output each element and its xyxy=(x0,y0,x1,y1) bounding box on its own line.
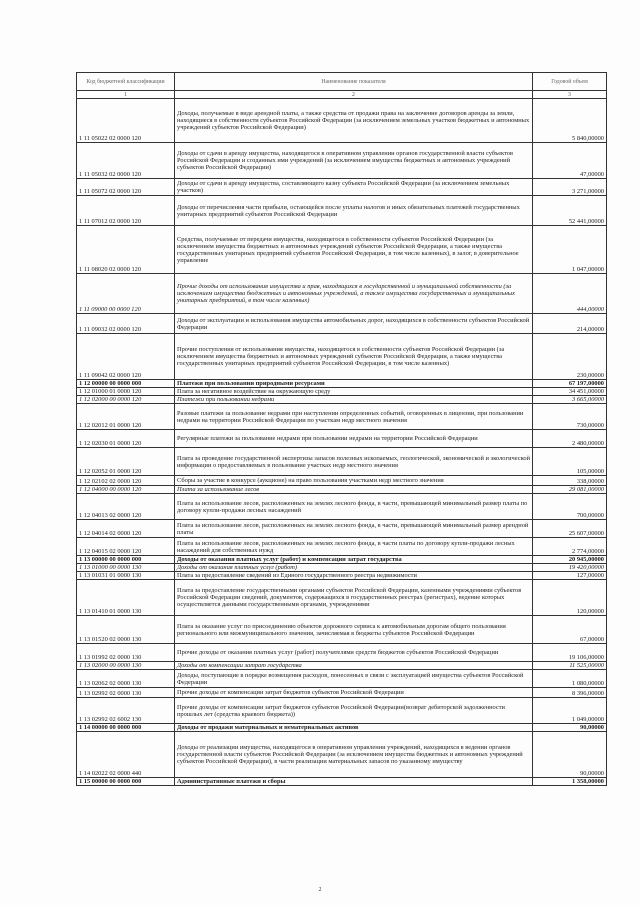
row-name: Плата за использование лесов, расположенных на землях лесного фонда, в части, превышающей минимальный размер платы по договору купли-продажи лесных насаждений xyxy=(175,494,533,520)
row-code: 1 13 02000 00 0000 130 xyxy=(77,662,175,670)
table-row xyxy=(77,494,607,520)
row-code: 1 12 04000 00 0000 120 xyxy=(77,486,175,494)
row-code: 1 13 01000 00 0000 130 xyxy=(77,564,175,572)
row-code: 1 13 01520 02 0000 130 xyxy=(77,616,175,644)
table-row xyxy=(77,732,607,778)
header-amount: Годовой объем xyxy=(533,73,607,91)
row-amount: 730,00000 xyxy=(533,404,607,430)
table-row xyxy=(77,538,607,556)
row-name: Доходы от сдачи в аренду имущества, составляющего казну субъекта Российской Федерации (за исключением земельных участков) xyxy=(175,179,533,196)
row-code: 1 11 05032 02 0000 120 xyxy=(77,143,175,179)
row-amount: 105,00000 xyxy=(533,448,607,476)
row-name: Прочие доходы от оказания платных услуг (работ) получателями средств бюджетов субъектов Российской Федерации xyxy=(175,644,533,662)
row-amount: 1 049,00000 xyxy=(533,698,607,724)
row-amount: 127,00000 xyxy=(533,572,607,580)
row-name: Плата за негативное воздействие на окружающую среду xyxy=(175,388,533,396)
row-code: 1 12 04014 02 0000 120 xyxy=(77,520,175,538)
row-name: Сборы за участие в конкурсе (аукционе) на право пользования участками недр местного значения xyxy=(175,476,533,486)
column-number: 1 xyxy=(77,91,175,99)
row-amount: 34 451,00000 xyxy=(533,388,607,396)
row-name: Платежи при пользовании природными ресурсами xyxy=(175,380,533,388)
row-amount: 1 080,00000 xyxy=(533,670,607,688)
row-amount: 338,00000 xyxy=(533,476,607,486)
row-name: Плата за оказание услуг по присоединению объектов дорожного сервиса к автомобильным дорогам общего пользования регионального или межмуниципального значения, зачисляемая в бюджеты субъектов Российской Федерации xyxy=(175,616,533,644)
row-code: 1 12 00000 00 0000 000 xyxy=(77,380,175,388)
row-name: Регулярные платежи за пользование недрами при пользовании недрами на территории Российской Федерации xyxy=(175,430,533,448)
row-code: 1 12 02030 01 0000 120 xyxy=(77,430,175,448)
row-amount: 47,00000 xyxy=(533,143,607,179)
table-row xyxy=(77,196,607,226)
table-row xyxy=(77,778,607,786)
row-name: Средства, получаемые от передачи имущества, находящегося в собственности субъектов Российской Федерации (за исключением имущества бюджетных и автономных учреждений субъектов Российской Федерации, а также имущества государственных унитарных предприятий субъектов Российской Федерации, в том числе казенных), в залог, в доверительное управление xyxy=(175,226,533,274)
row-amount: 67,00000 xyxy=(533,616,607,644)
table-row xyxy=(77,226,607,274)
row-amount: 3 271,00000 xyxy=(533,179,607,196)
table-row xyxy=(77,314,607,334)
header-name: Наименование показателя xyxy=(175,73,533,91)
row-amount: 444,00000 xyxy=(533,274,607,314)
row-name: Плата за использование лесов xyxy=(175,486,533,494)
row-code: 1 11 05022 02 0000 120 xyxy=(77,99,175,143)
table-row xyxy=(77,580,607,616)
row-code: 1 13 00000 00 0000 000 xyxy=(77,556,175,564)
row-name: Доходы от продажи материальных и нематериальных активов xyxy=(175,724,533,732)
row-amount: 1 047,00000 xyxy=(533,226,607,274)
table-row xyxy=(77,143,607,179)
table-row xyxy=(77,556,607,564)
page-number: 2 xyxy=(318,887,322,893)
row-code: 1 14 00000 00 0000 000 xyxy=(77,724,175,732)
column-number: 3 xyxy=(533,91,607,99)
row-amount: 90,00000 xyxy=(533,732,607,778)
row-name: Доходы от реализации имущества, находящегося в оперативном управлении учреждений, находящихся в ведении органов государственной власти субъектов Российской Федерации (за исключением имущества бюджетных и автономных учреждений субъектов Российской Федерации), в части реализации материальных запасов по указанному имуществу xyxy=(175,732,533,778)
table-row xyxy=(77,670,607,688)
row-name: Доходы, получаемые в виде арендной платы, а также средства от продажи права на заключение договоров аренды за земли, находящиеся в собственности субъектов Российской Федерации (за исключением земельных участков бюджетных и автономных учреждений субъектов Российской Федерации) xyxy=(175,99,533,143)
row-code: 1 15 00000 00 0000 000 xyxy=(77,778,175,786)
row-code: 1 12 02012 01 0000 120 xyxy=(77,404,175,430)
row-amount: 8 396,00000 xyxy=(533,688,607,698)
column-number: 2 xyxy=(175,91,533,99)
row-code: 1 11 05072 02 0000 120 xyxy=(77,179,175,196)
table-row xyxy=(77,564,607,572)
table-row xyxy=(77,274,607,314)
row-code: 1 13 02992 02 6002 130 xyxy=(77,698,175,724)
header-code: Код бюджетной классификации xyxy=(77,73,175,91)
row-name: Прочие поступления от использования имущества, находящегося в собственности субъектов Российской Федерации (за исключением имущества бюджетных и автономных учреждений субъектов Российской Федерации, а также имущества государственных унитарных предприятий субъектов Российской Федерации, в том числе казенных) xyxy=(175,334,533,380)
row-name: Плата за использование лесов, расположенных на землях лесного фонда, в части, превышающей минимальный размер арендной платы xyxy=(175,520,533,538)
table-row xyxy=(77,688,607,698)
row-name: Платежи при пользовании недрами xyxy=(175,396,533,404)
row-code: 1 13 01992 02 0000 130 xyxy=(77,644,175,662)
revenue-table xyxy=(76,72,607,786)
table-row xyxy=(77,334,607,380)
row-code: 1 11 07012 02 0000 120 xyxy=(77,196,175,226)
table-row xyxy=(77,572,607,580)
row-amount: 120,00000 xyxy=(533,580,607,616)
table-row xyxy=(77,644,607,662)
row-name: Прочие доходы от компенсации затрат бюджетов субъектов Российской Федерации xyxy=(175,688,533,698)
row-amount: 90,00000 xyxy=(533,724,607,732)
row-amount: 20 945,00000 xyxy=(533,556,607,564)
table-row xyxy=(77,698,607,724)
column-number-row xyxy=(77,91,607,99)
table-row xyxy=(77,448,607,476)
table-row xyxy=(77,476,607,486)
row-amount: 5 840,00000 xyxy=(533,99,607,143)
row-code: 1 12 01000 01 0000 120 xyxy=(77,388,175,396)
row-name: Доходы от компенсации затрат государства xyxy=(175,662,533,670)
row-name: Доходы от эксплуатации и использования имущества автомобильных дорог, находящихся в собственности субъектов Российской Федерации xyxy=(175,314,533,334)
row-code: 1 13 02062 02 0000 130 xyxy=(77,670,175,688)
table-row xyxy=(77,396,607,404)
row-amount: 700,00000 xyxy=(533,494,607,520)
table-row xyxy=(77,179,607,196)
row-code: 1 12 02000 00 0000 120 xyxy=(77,396,175,404)
table-row xyxy=(77,662,607,670)
row-amount: 52 441,00000 xyxy=(533,196,607,226)
row-code: 1 13 01031 01 0000 130 xyxy=(77,572,175,580)
row-name: Доходы, поступающие в порядке возмещения расходов, понесенных в связи с эксплуатацией имущества субъектов Российской Федерации xyxy=(175,670,533,688)
row-code: 1 13 02992 02 0000 130 xyxy=(77,688,175,698)
table-row xyxy=(77,388,607,396)
table-row xyxy=(77,616,607,644)
row-amount: 19 106,00000 xyxy=(533,644,607,662)
row-amount: 1 358,00000 xyxy=(533,778,607,786)
row-code: 1 12 04015 02 0000 120 xyxy=(77,538,175,556)
row-amount: 67 197,00000 xyxy=(533,380,607,388)
row-code: 1 11 09000 00 0000 120 xyxy=(77,274,175,314)
row-name: Плата за предоставление сведений из Единого государственного реестра недвижимости xyxy=(175,572,533,580)
row-code: 1 11 09042 02 0000 120 xyxy=(77,334,175,380)
row-name: Административные платежи и сборы xyxy=(175,778,533,786)
row-name: Прочие доходы от компенсации затрат бюджетов субъектов Российской Федерации(возврат дебиторской задолженности прошлых лет (средства краевого бюджета)) xyxy=(175,698,533,724)
table-header-row xyxy=(77,73,607,91)
table-row xyxy=(77,486,607,494)
row-name: Доходы от оказания платных услуг (работ) xyxy=(175,564,533,572)
row-amount: 230,00000 xyxy=(533,334,607,380)
row-code: 1 13 01410 01 0000 130 xyxy=(77,580,175,616)
row-amount: 214,00000 xyxy=(533,314,607,334)
table-row xyxy=(77,99,607,143)
table-row xyxy=(77,520,607,538)
row-code: 1 11 09032 02 0000 120 xyxy=(77,314,175,334)
row-amount: 19 420,00000 xyxy=(533,564,607,572)
row-amount: 3 665,00000 xyxy=(533,396,607,404)
row-code: 1 14 02022 02 0000 440 xyxy=(77,732,175,778)
row-name: Прочие доходы от использования имущества и прав, находящихся в государственной и муниципальной собственности (за исключением имущества бюджетных и автономных учреждений, а также имущества государственных и муниципальных унитарных предприятий, в том числе казенных) xyxy=(175,274,533,314)
row-code: 1 12 02102 02 0000 120 xyxy=(77,476,175,486)
row-name: Доходы от перечисления части прибыли, остающейся после уплаты налогов и иных обязательных платежей государственных унитарных предприятий субъектов Российской Федерации xyxy=(175,196,533,226)
row-amount: 25 607,00000 xyxy=(533,520,607,538)
table-row xyxy=(77,724,607,732)
row-code: 1 12 02052 01 0000 120 xyxy=(77,448,175,476)
row-code: 1 11 08020 02 0000 120 xyxy=(77,226,175,274)
row-name: Плата за предоставление государственными органами субъектов Российской Федерации, казенными учреждениями субъектов Российской Федерации сведений, документов, содержащихся в государственных реестрах (регистрах), ведение которых осуществляется данными государственными органами, учреждениями xyxy=(175,580,533,616)
table-row xyxy=(77,380,607,388)
row-name: Плата за использование лесов, расположенных на землях лесного фонда, в части платы по договору купли-продажи лесных насаждений для собственных нужд xyxy=(175,538,533,556)
table-row xyxy=(77,430,607,448)
row-name: Разовые платежи за пользование недрами при наступлении определенных событий, оговоренных в лицензии, при пользовании недрами на территории Российской Федерации по участкам недр местного значения xyxy=(175,404,533,430)
row-code: 1 12 04013 02 0000 120 xyxy=(77,494,175,520)
row-amount: 29 081,00000 xyxy=(533,486,607,494)
table-row xyxy=(77,404,607,430)
row-name: Плата за проведение государственной экспертизы запасов полезных ископаемых, геологической, экономической и экологической информации о предоставляемых в пользование участках недр местного значения xyxy=(175,448,533,476)
row-amount: 11 525,00000 xyxy=(533,662,607,670)
row-name: Доходы от сдачи в аренду имущества, находящегося в оперативном управлении органов государственной власти субъектов Российской Федерации и созданных ими учреждений (за исключением имущества бюджетных и автономных учреждений субъектов Российской Федерации) xyxy=(175,143,533,179)
row-amount: 2 774,00000 xyxy=(533,538,607,556)
row-amount: 2 480,00000 xyxy=(533,430,607,448)
row-name: Доходы от оказания платных услуг (работ) и компенсации затрат государства xyxy=(175,556,533,564)
